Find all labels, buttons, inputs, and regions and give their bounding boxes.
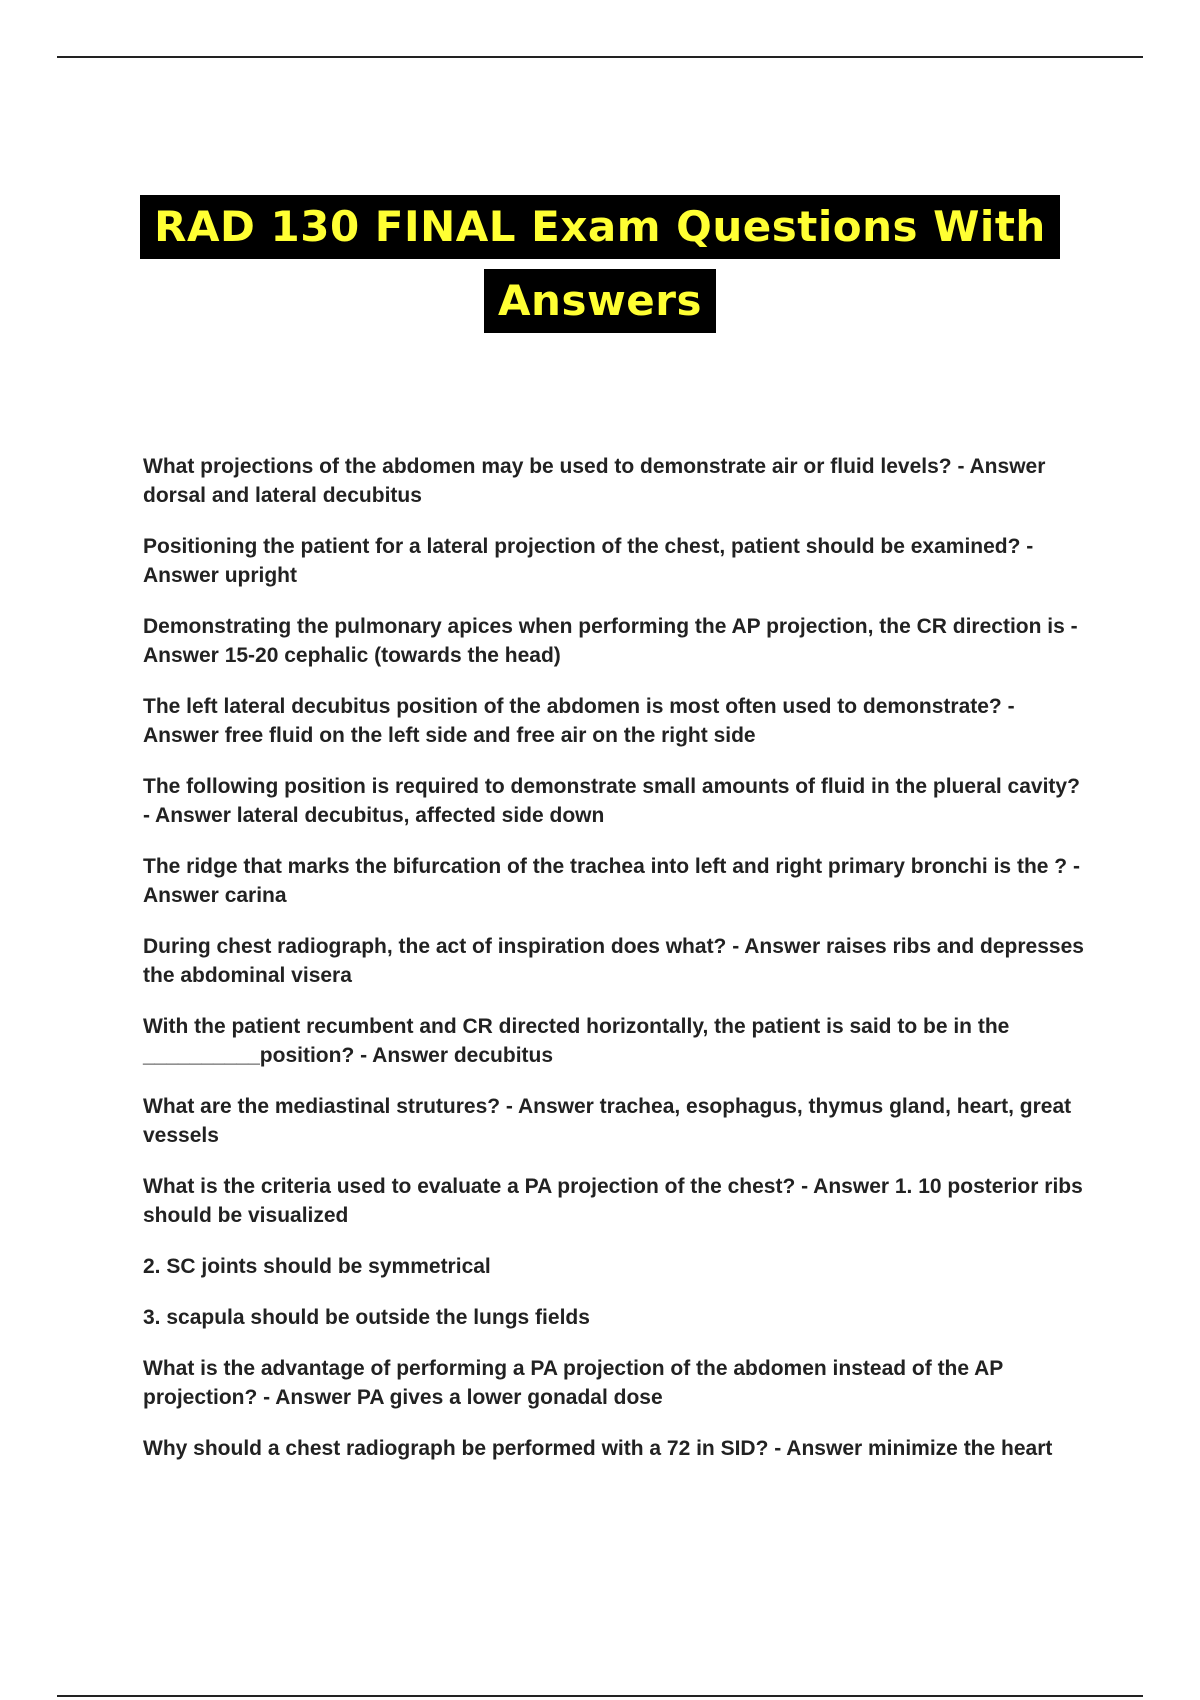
question-answer-list xyxy=(143,452,1088,1485)
qa-item: What are the mediastinal strutures? - Answer trachea, esophagus, thymus gland, heart, great vessels xyxy=(143,1095,1072,1147)
title-line-1: RAD 130 FINAL Exam Questions With xyxy=(140,195,1060,259)
title-line-2: Answers xyxy=(484,269,716,333)
qa-item: Why should a chest radiograph be performed with a 72 in SID? - Answer minimize the heart xyxy=(143,1437,1053,1460)
qa-item: During chest radiograph, the act of inspiration does what? - Answer raises ribs and depresses the abdominal visera xyxy=(143,935,1084,987)
document-title xyxy=(0,190,1200,338)
qa-item: With the patient recumbent and CR directed horizontally, the patient is said to be in the __________position? - Answer decubitus xyxy=(143,1015,1010,1067)
bottom-rule xyxy=(57,1695,1143,1697)
qa-item: What is the criteria used to evaluate a PA projection of the chest? - Answer 1. 10 posterior ribs should be visualized xyxy=(143,1175,1083,1227)
qa-item: The left lateral decubitus position of the abdomen is most often used to demonstrate? - Answer free fluid on the left side and free air on the right side xyxy=(143,695,1015,747)
qa-item: What projections of the abdomen may be used to demonstrate air or fluid levels? - Answer dorsal and lateral decubitus xyxy=(143,455,1046,507)
qa-item: 3. scapula should be outside the lungs fields xyxy=(143,1306,590,1329)
qa-item: The following position is required to demonstrate small amounts of fluid in the plueral cavity? - Answer lateral decubitus, affected side down xyxy=(143,775,1080,827)
qa-item: Positioning the patient for a lateral projection of the chest, patient should be examined? - Answer upright xyxy=(143,535,1034,587)
qa-item: The ridge that marks the bifurcation of the trachea into left and right primary bronchi is the ? - Answer carina xyxy=(143,855,1080,907)
qa-item: Demonstrating the pulmonary apices when performing the AP projection, the CR direction is - Answer 15-20 cephalic (towards the head) xyxy=(143,615,1078,667)
qa-item: What is the advantage of performing a PA projection of the abdomen instead of the AP projection? - Answer PA gives a lower gonadal dose xyxy=(143,1357,1003,1409)
qa-item: 2. SC joints should be symmetrical xyxy=(143,1255,491,1278)
top-rule xyxy=(57,56,1143,58)
